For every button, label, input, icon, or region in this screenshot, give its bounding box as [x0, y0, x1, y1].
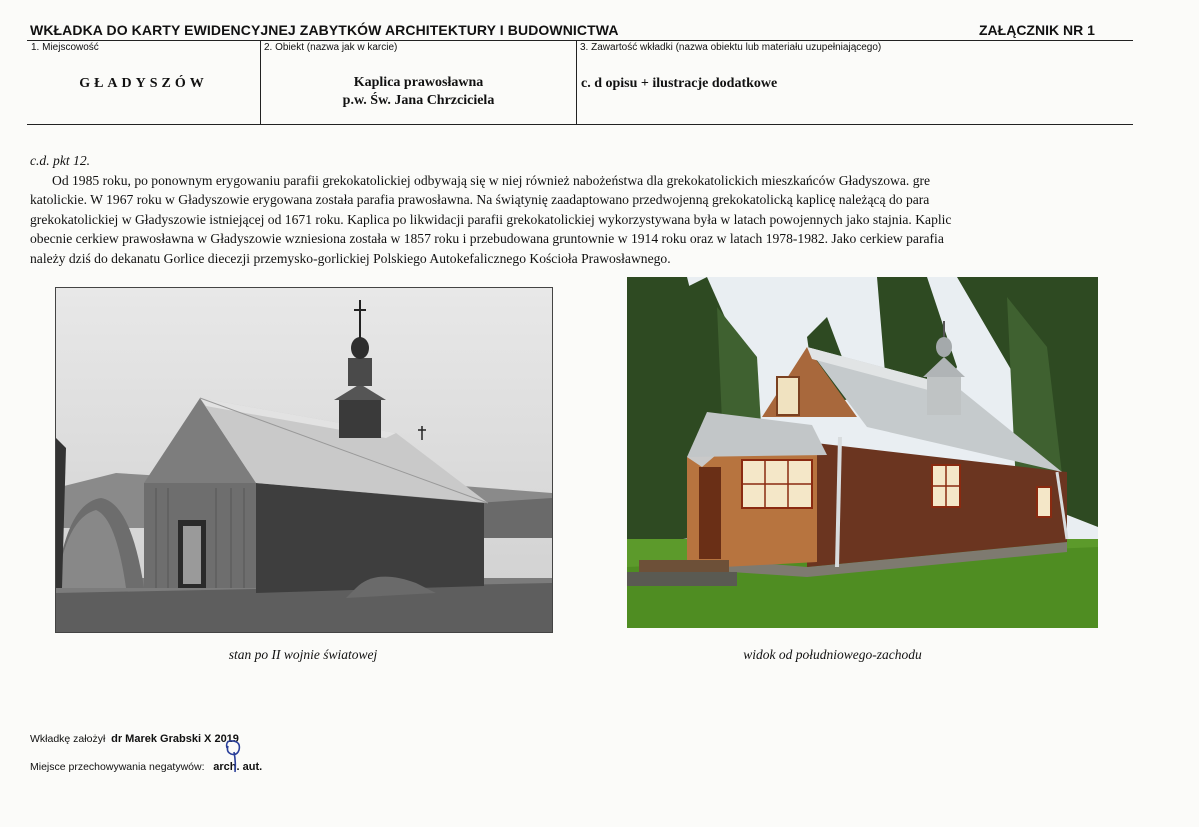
current-chapel-photo [627, 277, 1098, 628]
text-line-1: Od 1985 roku, po ponownym erygowaniu parafii grekokatolickiej odbywają się w niej również nabożeństwa dla grekokatolickich mieszkańców Gładyszowa. gre [52, 172, 931, 188]
text-line-4: obecnie cerkiew prawosławna w Gładyszowie wzniesiona została w 1857 roku i przebudowana gruntownie w 1914 roku oraz w latach 1978-1982. Jako cerkiew parafia [30, 231, 944, 246]
table-top-rule [27, 40, 1133, 41]
storage-label: Miejsce przechowywania negatywów: [30, 761, 205, 773]
historic-chapel-photo [55, 287, 553, 633]
author-line [30, 733, 239, 745]
current-photo-caption: widok od południowego-zachodu [743, 647, 922, 662]
storage-value: arch. aut. [213, 761, 263, 773]
author-label: Wkładkę założył [30, 733, 106, 745]
description-text [30, 151, 1135, 268]
text-line-2: katolickie. W 1967 roku w Gładyszowie erygowana została parafia prawosławna. Na świątynię zaadaptowano przedwojenną grekokatolicką kaplicę należącą do para [30, 192, 930, 207]
place-value: GŁADYSZÓW [79, 76, 208, 91]
object-line-1: Kaplica prawosławna [353, 75, 484, 90]
annex-number: ZAŁĄCZNIK NR 1 [979, 22, 1095, 38]
content-label: 3. Zawartość wkładki (nazwa obiektu lub materiału uzupełniającego) [580, 42, 882, 53]
object-value [262, 74, 575, 110]
historic-photo-caption: stan po II wojnie światowej [228, 647, 378, 662]
column-divider-1 [260, 40, 261, 124]
content-value: c. d opisu + ilustracje dodatkowe [581, 76, 778, 91]
column-divider-2 [576, 40, 577, 124]
object-line-2: p.w. Św. Jana Chrzciciela [342, 93, 495, 108]
text-line-3: grekokatolickiej w Gładyszowie istniejącej od 1671 roku. Kaplica po likwidacji parafii grekokatolickiej wykorzystywana była w latach powojennych jako stajnia. Kaplic [30, 211, 952, 227]
text-line-5: należy dziś do dekanatu Gorlice diecezji przemysko-gorlickiej Polskiego Autokefalicznego Kościoła Prawosławnego. [30, 250, 671, 266]
handwritten-signature-mark [223, 738, 247, 778]
author-value: dr Marek Grabski X 2019 [111, 733, 239, 745]
document-title: WKŁADKA DO KARTY EWIDENCYJNEJ ZABYTKÓW ARCHITEKTURY I BUDOWNICTWA [30, 22, 619, 38]
section-reference: c.d. pkt 12. [30, 153, 91, 168]
place-label: 1. Miejscowość [31, 42, 99, 53]
object-label: 2. Obiekt (nazwa jak w karcie) [264, 42, 398, 53]
table-bottom-rule [27, 124, 1133, 125]
